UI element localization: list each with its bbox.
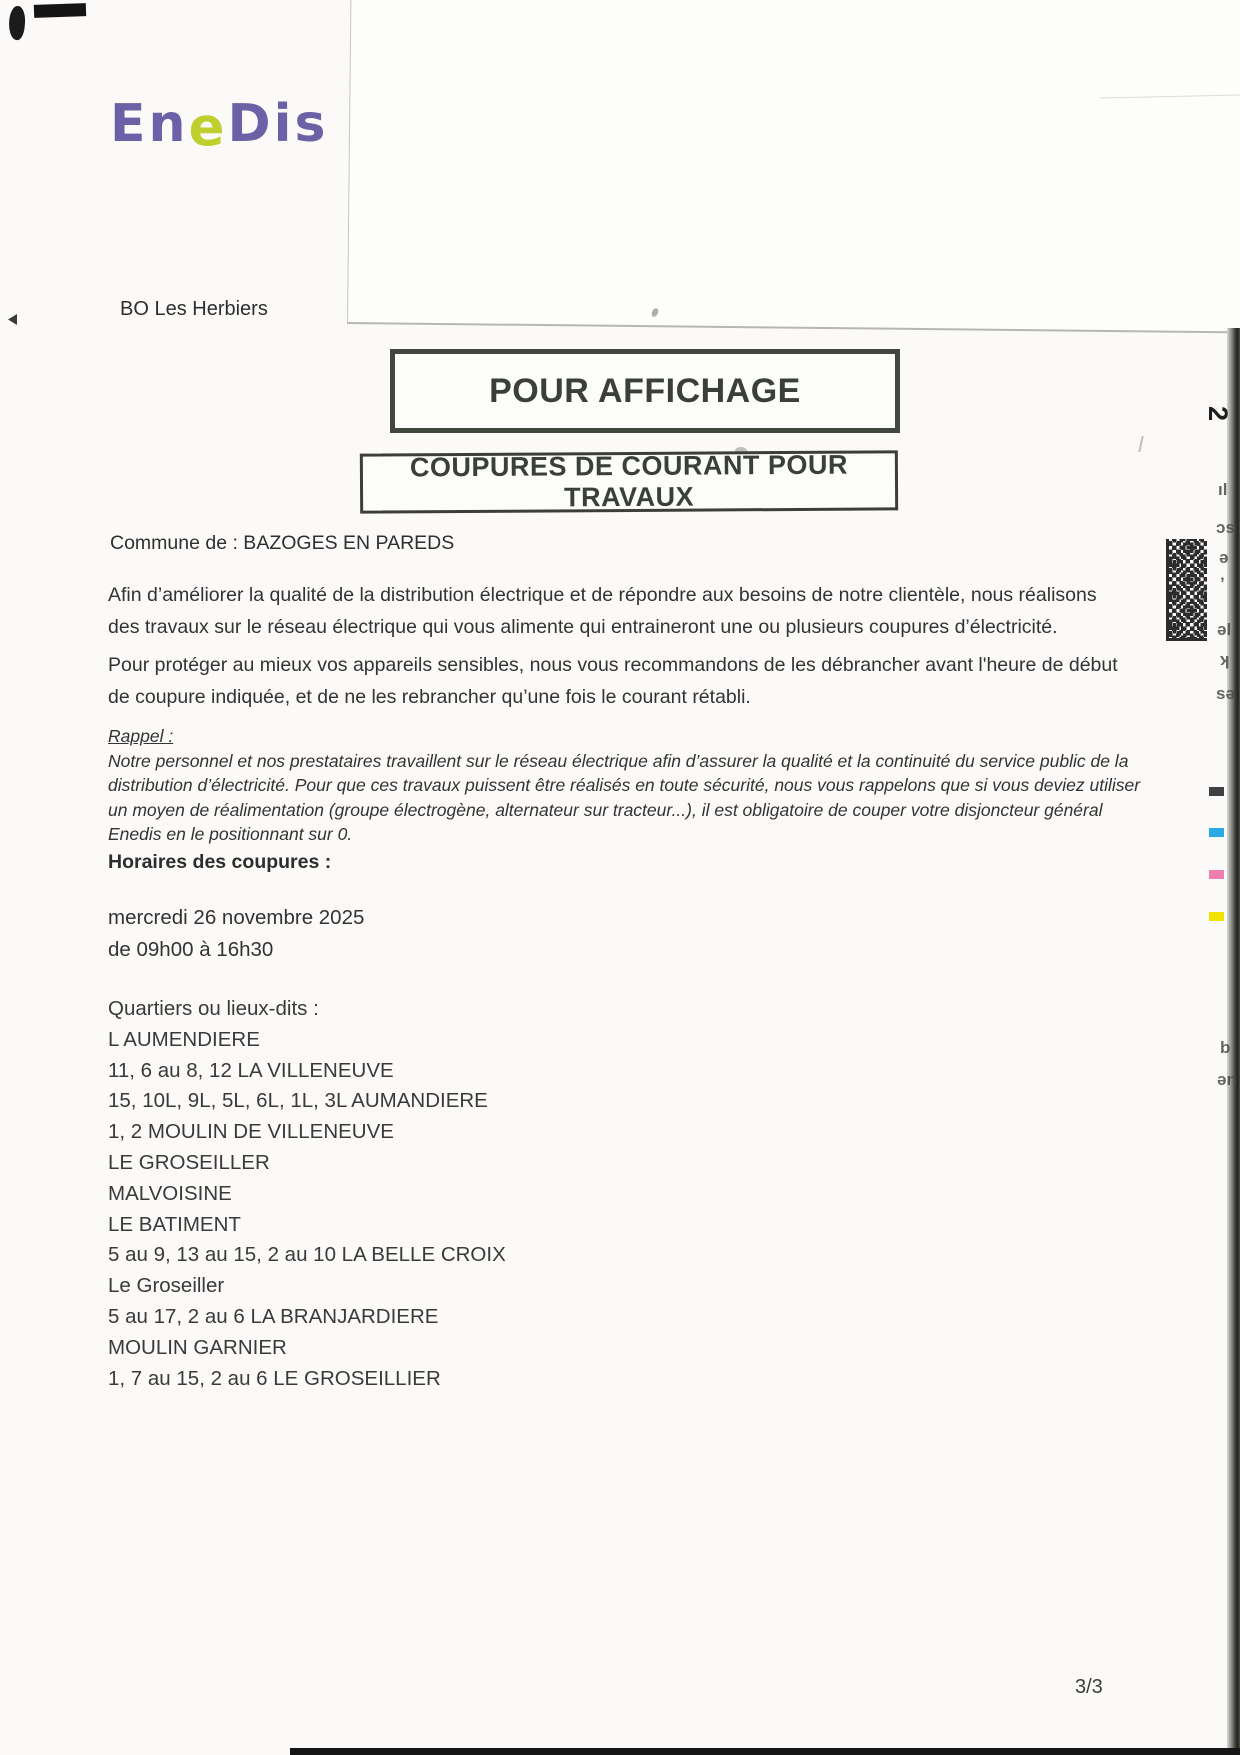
place-item: LE GROSEILLER xyxy=(108,1150,270,1174)
left-edge-mark-icon xyxy=(8,314,17,325)
place-item: 1, 2 MOULIN DE VILLENEUVE xyxy=(108,1120,394,1144)
outage-time: de 09h00 à 16h30 xyxy=(108,938,274,961)
scan-ink-blob xyxy=(7,5,26,40)
place-item: Le Groseiller xyxy=(108,1274,225,1298)
paragraph-intro: Afin d’améliorer la qualité de la distribution électrique et de répondre aux besoins de notre clientèle, nous réalisons des travaux sur le réseau électrique qui vous alimente qui entraineront une ou plusieurs coupures d’électricité. xyxy=(108,584,1097,638)
registration-mark-magenta xyxy=(1209,870,1224,879)
office-label: BO Les Herbiers xyxy=(120,298,268,320)
enedis-logo xyxy=(110,92,329,158)
outage-date: mercredi 26 novembre 2025 xyxy=(108,906,365,929)
showthrough-fragment: ıl xyxy=(1218,480,1228,499)
places-list xyxy=(108,994,1008,1394)
rappel-section xyxy=(108,724,1148,847)
datamatrix-barcode-icon xyxy=(1166,539,1207,641)
showthrough-fragment: b xyxy=(1220,1038,1231,1057)
showthrough-fragment: əl xyxy=(1217,620,1232,639)
place-item: L AUMENDIERE xyxy=(108,1027,260,1051)
schedule-heading: Horaires des coupures : xyxy=(108,851,332,873)
place-item: 15, 10L, 9L, 5L, 6L, 1L, 3L AUMANDIERE xyxy=(108,1089,488,1113)
subtitle-text: COUPURES DE COURANT POUR TRAVAUX xyxy=(409,449,849,513)
registration-mark-cyan xyxy=(1209,828,1224,837)
places-heading: Quartiers ou lieux-dits : xyxy=(108,997,319,1020)
logo-text-purple: En xyxy=(110,94,189,154)
place-item: 5 au 17, 2 au 6 LA BRANJARDIERE xyxy=(108,1304,439,1328)
rappel-label: Rappel : xyxy=(108,726,174,746)
page-number: 3/3 xyxy=(1075,1676,1103,1698)
logo-text-green: e xyxy=(188,96,228,158)
title-banner xyxy=(390,349,900,433)
registration-mark-black xyxy=(1209,787,1224,796)
showthrough-fragment: ə xyxy=(1219,548,1229,567)
logo-text-purple: Dis xyxy=(227,94,329,154)
place-item: LE BATIMENT xyxy=(108,1212,241,1236)
subtitle-banner xyxy=(360,450,898,513)
place-item: MALVOISINE xyxy=(108,1181,232,1205)
registration-mark-yellow xyxy=(1209,912,1224,921)
showthrough-char: 2 xyxy=(1203,405,1234,422)
place-item: 5 au 9, 13 au 15, 2 au 10 LA BELLE CROIX xyxy=(108,1243,506,1267)
place-item: 11, 6 au 8, 12 LA VILLENEUVE xyxy=(108,1058,394,1082)
place-item: MOULIN GARNIER xyxy=(108,1335,287,1359)
paragraph-advice: Pour protéger au mieux vos appareils sensibles, nous vous recommandons de les débrancher avant l'heure de début de coupure indiquée, et de ne les rebrancher qu’une fois le courant rétabli. xyxy=(108,654,1118,708)
rappel-text: Notre personnel et nos prestataires travaillent sur le réseau électrique afin d’assurer la qualité et la continuité du service public de la distribution d’électricité. Pour que ces travaux puissent être réalisés en toute sécurité, nous vous rappelons que si vous deviez utiliser un moyen de réalimentation (groupe électrogène, alternateur sur tracteur...), il est obligatoire de couper votre disjoncteur général Enedis en le positionnant sur 0. xyxy=(108,750,1141,844)
title-text: POUR AFFICHAGE xyxy=(489,371,801,410)
place-item: 1, 7 au 15, 2 au 6 LE GROSEILLIER xyxy=(108,1366,441,1390)
scan-ink-bar xyxy=(34,3,86,18)
showthrough-fragment: ’ xyxy=(1220,574,1225,593)
scan-smudge xyxy=(1138,436,1143,452)
scan-bottom-edge xyxy=(290,1748,1240,1755)
showthrough-fragment: sə xyxy=(1216,684,1235,703)
showthrough-fragment: ən xyxy=(1217,1070,1237,1089)
showthrough-fragment: ʞ xyxy=(1220,650,1230,669)
overlapping-paper-edge xyxy=(347,0,1240,333)
commune-line: Commune de : BAZOGES EN PAREDS xyxy=(110,532,455,554)
showthrough-fragment: ɔs xyxy=(1216,518,1235,537)
